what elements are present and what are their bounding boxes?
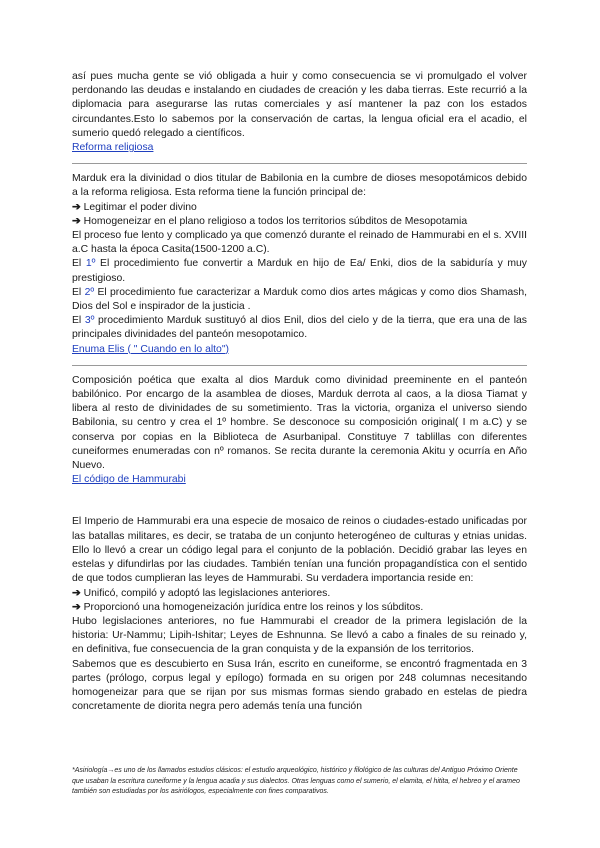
footnote-ref[interactable]: 1º <box>85 258 96 270</box>
intro-paragraph: así pues mucha gente se vió obligada a huir y como consecuencia se vi promulgado el volver perdonando las deudas e instalando en ciudades de creación y les daba tierras. Este recurrió a la diplomacia para asegurarse las rutas comerciales y así mantener la paz con los estados circundantes.Esto lo sabemos por la conservación de cartas, la lengua oficial era el acadio, el sumerio quedó relegado a científicos. <box>72 71 527 139</box>
codigo-text-2: Hubo legislaciones anteriores, no fue Hammurabi el creador de la primera legislación de la historia: Ur-Nammu; Lipih-Ishitar; Leyes de Eshnunna. Se llevó a cabo a finales de su reinado y, en definitiva, fue consecuencia de la gran conquista y de la expansión de los territorios. <box>72 615 527 656</box>
document-page <box>72 70 527 714</box>
section-divider <box>72 365 527 366</box>
footnote-ref[interactable]: 2º <box>84 286 95 298</box>
arrow-icon: ➔ <box>72 587 81 599</box>
reforma-bullet-2: ➔ Homogeneizar en el plano religioso a todos los territorios súbditos de Mesopotamia <box>72 215 468 227</box>
codigo-bullet-1: ➔ Unificó, compiló y adoptó las legislaciones anteriores. <box>72 587 331 599</box>
codigo-bullet-2: ➔ Proporcionó una homogeneización jurídica entre los reinos y los súbditos. <box>72 601 424 613</box>
reforma-point-3: El 3º procedimiento Marduk sustituyó al dios Enil, dios del cielo y de la tierra, que era una de las principales divinidades del panteón mesopotamico. <box>72 315 527 341</box>
reforma-text-1: Marduk era la divinidad o dios titular de Babilonia en la cumbre de dioses mesopotámicos debido a la reforma religiosa. Esta reforma tiene la función principal de: <box>72 173 527 199</box>
enuma-elis-link[interactable]: Enuma Elis ( " Cuando en lo alto") <box>72 343 229 355</box>
codigo-text-3: Sabemos que es descubierto en Susa Irán, escrito en cuneiforme, se encontró fragmentada en 3 partes (prólogo, corpus legal y epílogo) formada en su origen por 248 columnas necesitando homogeneizar para que se rijan por sus mismas formas siendo grabado en estelas de piedra concretamente de diorita negra pero además tenía una función <box>72 658 527 713</box>
reforma-religiosa-link[interactable]: Reforma religiosa <box>72 142 154 154</box>
enuma-section <box>72 374 527 473</box>
footnote: *Asiriología→es uno de los llamados estudios clásicos: el estudio arqueológico, histórico y filológico de las culturas del Antiguo Próximo Oriente que usaban la escritura cuneiforme y la lengua acadia y sus dialectos. Otras lenguas como el sumerio, el elamita, el hitita, el hebreo y el arameo también son estudiadas por los asiriólogos, especialmente con fines comparativos. <box>72 767 520 795</box>
codigo-hammurabi-link[interactable]: El código de Hammurabi <box>72 474 186 486</box>
section-divider <box>72 163 527 164</box>
reforma-text-2: El proceso fue lento y complicado ya que comenzó durante el reinado de Hammurabi en el s. XVIII a.C hasta la época Casita(1500-1200 a.C). <box>72 230 527 256</box>
codigo-section <box>72 515 527 714</box>
arrow-icon: ➔ <box>72 601 81 613</box>
enuma-text: Composición poética que exalta al dios Marduk como divinidad preeminente en el panteón babilónico. Por encargo de la asamblea de dioses, Marduk derrota al caos, a la diosa Tiamat y libera al resto de divinidades de su sometimiento. Tras la victoria, organiza el universo siendo Babilonia, su centro y crea el 1º hombre. Se desconoce su composición original( I m a.C) y se conserva por copias en la Biblioteca de Asurbanipal. Constituye 7 tablillas con diferentes cuneiformes enumeradas con nº romanos. Se recita durante la ceremonia Akitu y ocurría en Año Nuevo. <box>72 374 527 472</box>
codigo-text-1: El Imperio de Hammurabi era una especie de mosaico de reinos o ciudades-estado unificadas por las batallas militares, es decir, se trataba de un conjunto heterogéneo de culturas y etnias unidas. Ello lo llevó a crear un código legal para el conjunto de la población. Decidió grabar las leyes en estelas y difundirlas por las ciudades. También tenían una función propagandística con el sentido de que todos cumplieran las leyes de Hammurabi. Su verdadera importancia reside en: <box>72 516 527 585</box>
reforma-section <box>72 172 527 342</box>
reforma-bullet-1: ➔ Legitimar el poder divino <box>72 201 197 213</box>
reforma-point-2: El 2º El procedimiento fue caracterizar a Marduk como dios artes mágicas y como dios Shamash, Dios del Sol e inspirador de la justicia . <box>72 286 527 313</box>
footnote-ref[interactable]: 3º <box>84 315 95 327</box>
arrow-icon: ➔ <box>72 215 81 227</box>
arrow-icon: ➔ <box>72 201 81 213</box>
reforma-point-1: El 1º El procedimiento fue convertir a Marduk en hijo de Ea/ Enki, dios de la sabiduría y muy prestigioso. <box>72 258 527 284</box>
